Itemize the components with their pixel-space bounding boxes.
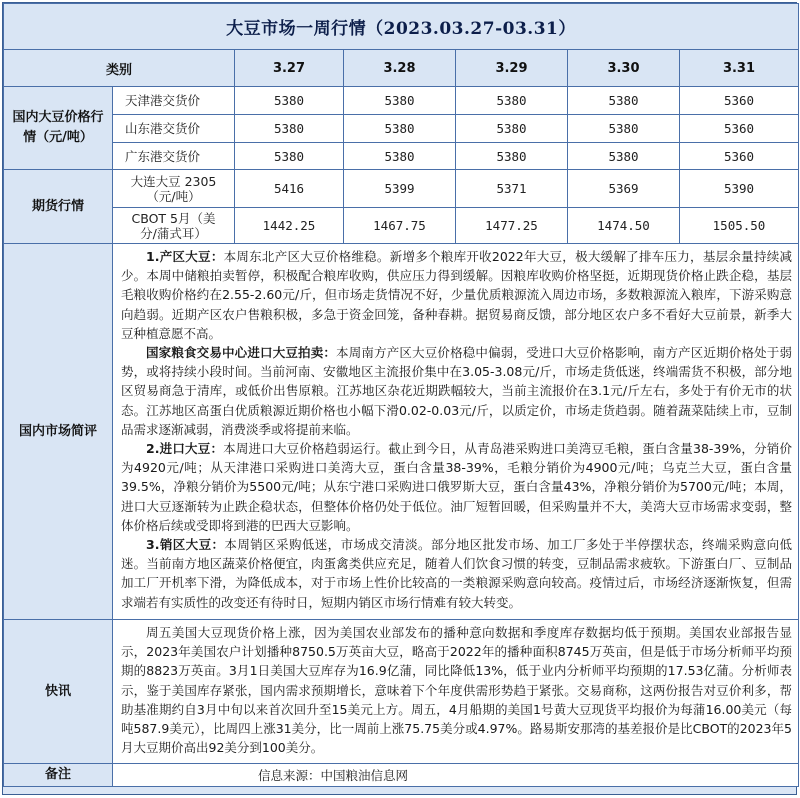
row-label-tianjin: 天津港交货价 bbox=[113, 87, 235, 115]
futures-cell: 1505.50 bbox=[680, 208, 799, 244]
futures-cell: 5399 bbox=[344, 170, 456, 208]
review-paragraph-title: 2.进口大豆： bbox=[146, 441, 224, 457]
date-header: 3.30 bbox=[568, 50, 680, 87]
price-cell: 5380 bbox=[568, 143, 680, 170]
futures-group-label: 期货行情 bbox=[4, 170, 113, 244]
row-label-shandong: 山东港交货价 bbox=[113, 115, 235, 143]
futures-cell: 1474.50 bbox=[568, 208, 680, 244]
date-header: 3.31 bbox=[680, 50, 799, 87]
row-label-cbot bbox=[113, 208, 235, 244]
row-label-dalian-text: 大连大豆 2305（元/吨） bbox=[130, 173, 217, 204]
price-cell: 5380 bbox=[344, 115, 456, 143]
futures-cell: 5369 bbox=[568, 170, 680, 208]
date-header: 3.27 bbox=[235, 50, 344, 87]
price-cell: 5380 bbox=[235, 115, 344, 143]
row-label-dalian bbox=[113, 170, 235, 208]
futures-cell: 1442.25 bbox=[235, 208, 344, 244]
row-label-guangdong: 广东港交货价 bbox=[113, 143, 235, 170]
review-paragraph bbox=[121, 247, 792, 343]
futures-cell: 1477.25 bbox=[456, 208, 568, 244]
price-cell: 5360 bbox=[680, 143, 799, 170]
review-paragraph-text: 本周东北产区大豆价格维稳。新增多个粮库开收2022年大豆，极大缓解了排车压力，基层余量持续减少。本周中储粮拍卖暂停，积极配合粮库收购，供应压力得到缓解。因粮库收购价格坚挺，近期现货价格止跌企稳，基层毛粮收购价格约在2.55-2.60元/斤，但市场走货情况不好，少量优质粮源流入周边市场，多数粮源流入粮库，下游采购意向趋弱。近期产区农户售粮积极，多急于资金回笼，备种春耕。据贸易商反馈，部分地区农户多不看好大豆前景，新季大豆种植意愿不高。 bbox=[121, 249, 792, 341]
category-header: 类别 bbox=[4, 50, 235, 87]
price-cell: 5380 bbox=[456, 143, 568, 170]
market-review-body bbox=[113, 244, 799, 620]
futures-cell: 1467.75 bbox=[344, 208, 456, 244]
review-paragraph bbox=[121, 535, 792, 612]
date-header: 3.29 bbox=[456, 50, 568, 87]
price-cell: 5380 bbox=[235, 87, 344, 115]
review-paragraph-title: 1.产区大豆： bbox=[146, 249, 224, 264]
review-paragraph-text: 本周进口大豆价格趋弱运行。截止到今日，从青岛港采购进口美湾豆毛粮，蛋白含量38-39%，分销价为4920元/吨；从天津港口采购进口美湾大豆，蛋白含量38-39%，毛粮分销价为4900元/吨；乌克兰大豆，蛋白含量39.5%，净粮分销价为5500元/吨；从东宁港口采购进口俄罗斯大豆，蛋白含量43%，净粮分销价为5700元/吨；本周，进口大豆逐渐转为止跌企稳状态，但整体价格仍处于低位。油厂短暂回暖，但采购量并不大，美湾大豆市场需求变弱，整体价格后续或受即将到港的巴西大豆影响。 bbox=[121, 441, 792, 533]
flash-news-body bbox=[113, 620, 799, 764]
review-paragraph bbox=[121, 343, 792, 439]
price-cell: 5380 bbox=[456, 87, 568, 115]
report-title: 大豆市场一周行情（2023.03.27-03.31） bbox=[4, 4, 799, 50]
domestic-price-group-label bbox=[4, 87, 113, 170]
review-paragraph-title: 国家粮食交易中心进口大豆拍卖： bbox=[146, 345, 337, 361]
price-cell: 5380 bbox=[456, 115, 568, 143]
price-cell: 5380 bbox=[235, 143, 344, 170]
price-cell: 5380 bbox=[568, 87, 680, 115]
date-header: 3.28 bbox=[344, 50, 456, 87]
review-paragraph-text: 本周南方产区大豆价格稳中偏弱，受进口大豆价格影响，南方产区近期价格处于弱势，或将持续小段时间。当前河南、安徽地区主流报价集中在3.05-3.08元/斤，市场走货低迷，终端需货不积极，部分地区贸易商急于清库，或低价出售原粮。江苏地区杂花近期跌幅较大，当前主流报价在3.1元/斤左右，多处于有价无市的状态。江苏地区高蛋白优质粮源近期价格也小幅下滑0.02-0.03元/斤，以质定价，市场走货趋弱。随着蔬菜陆续上市，豆制品需求逐渐减弱，消费淡季或将提前来临。 bbox=[121, 345, 792, 437]
review-paragraph bbox=[121, 439, 792, 535]
price-cell: 5380 bbox=[344, 87, 456, 115]
market-review-label: 国内市场简评 bbox=[4, 244, 113, 620]
domestic-price-group-text: 国内大豆价格行情（元/吨） bbox=[12, 110, 104, 145]
flash-news-label: 快讯 bbox=[4, 620, 113, 764]
price-cell: 5360 bbox=[680, 115, 799, 143]
remarks-label: 备注 bbox=[4, 764, 113, 787]
market-report bbox=[2, 2, 797, 795]
row-label-cbot-text: CBOT 5月（美分/蒲式耳） bbox=[131, 210, 216, 241]
futures-cell: 5371 bbox=[456, 170, 568, 208]
price-cell: 5380 bbox=[568, 115, 680, 143]
flash-news-text: 周五美国大豆现货价格上涨，因为美国农业部发布的播种意向数据和季度库存数据均低于预期。美国农业部报告显示，2023年美国农户计划播种8750.5万英亩大豆，略高于2022年的播种面积8745万英亩，但是低于市场分析师平均预期的8823万英亩。3月1日美国大豆库存为16.9亿蒲，同比降低13%，低于业内分析师平均预期的17.53亿蒲。分析师表示，鉴于美国库存紧张，国内需求预期增长，意味着下个年度供需形势趋于紧张。交易商称，这两份报告对豆价利多，帮助基准期约自3月中旬以来首次回升至15美元上方。周五，4月船期的美国1号黄大豆现货平均报价为每蒲16.00美元（每吨587.9美元），比周四上涨31美分，比一周前上涨75.75美分或4.97%。路易斯安那湾的基差报价是比CBOT的2023年5月大豆期价高出92美分到100美分。 bbox=[121, 625, 792, 756]
remarks-source: 信息来源：中国粮油信息网 bbox=[113, 764, 799, 787]
report-table bbox=[3, 3, 799, 787]
review-paragraph-text: 本周销区采购低迷，市场成交清淡。部分地区批发市场、加工厂多处于半停摆状态，终端采购意向低迷。当前南方地区蔬菜价格便宜，肉蛋禽类供应充足，随着人们饮食习惯的转变，豆制品需求疲软。下游蛋白厂、豆制品加工厂开机率下滑，为降低成本，对于市场上性价比较高的一类粮源采购意向较高。疫情过后，市场经济逐渐恢复，但需求端若有实质性的改变还有待时日，短期内销区市场行情难有较大转变。 bbox=[121, 537, 792, 610]
futures-cell: 5416 bbox=[235, 170, 344, 208]
review-paragraph-title: 3.销区大豆： bbox=[146, 537, 225, 553]
futures-cell: 5390 bbox=[680, 170, 799, 208]
price-cell: 5380 bbox=[344, 143, 456, 170]
price-cell: 5360 bbox=[680, 87, 799, 115]
